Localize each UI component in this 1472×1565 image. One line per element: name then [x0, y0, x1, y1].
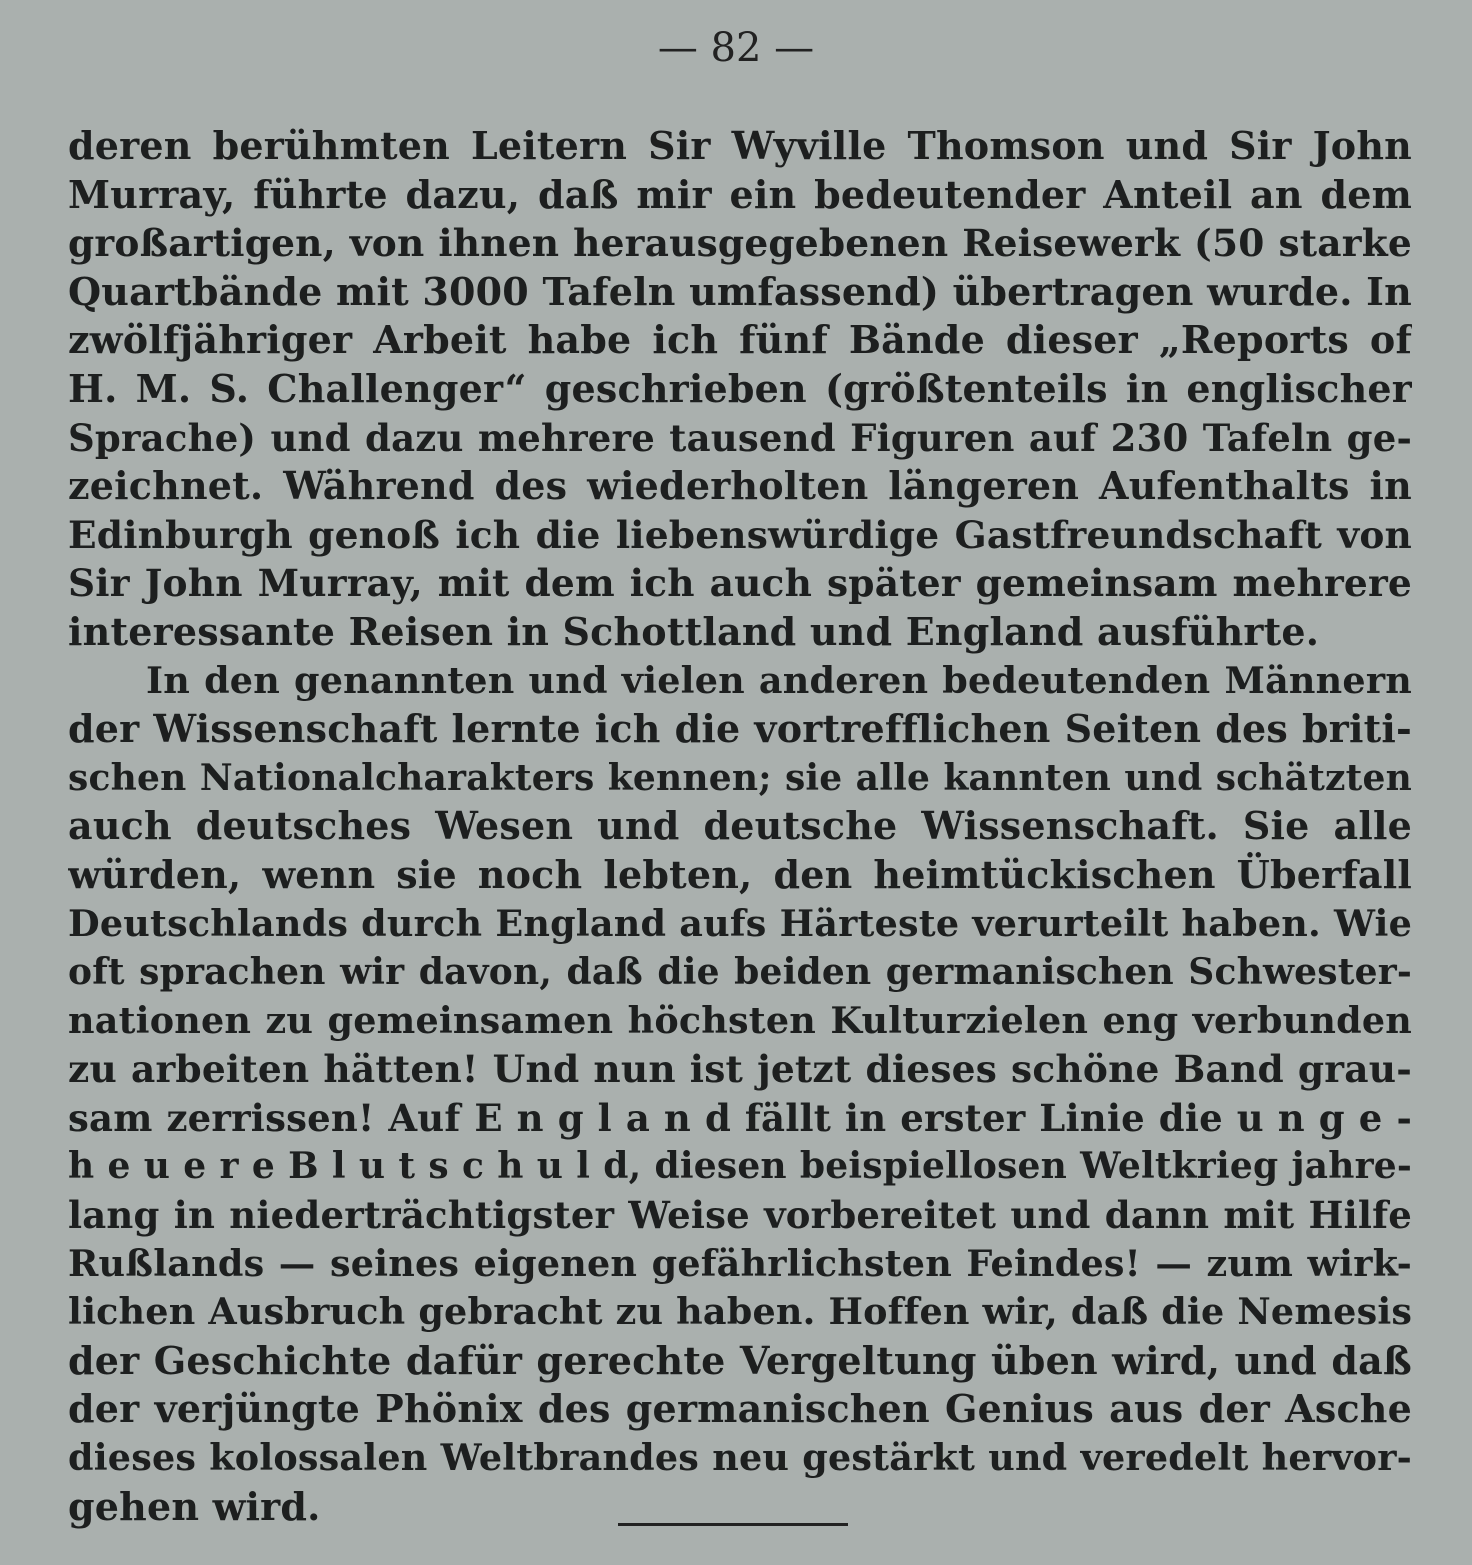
text-line: nationen zu gemeinsamen höchsten Kulturzielen eng verbunden: [68, 998, 1412, 1042]
end-rule-divider: [618, 1523, 848, 1526]
text-line: auch deutsches Wesen und deutsche Wissenschaft. Sie alle: [68, 803, 1412, 849]
text-line: Quartbände mit 3000 Tafeln umfassend) übertragen wurde. In: [68, 268, 1412, 314]
body-text: [68, 122, 1412, 1531]
text-line: der Geschichte dafür gerechte Vergeltung üben wird, und daß: [68, 1337, 1412, 1383]
text-line: der verjüngte Phönix des germanischen Genius aus der Asche: [68, 1386, 1412, 1432]
text-line: sam zerrissen! Auf E n g l a n d fällt in erster Linie die u n g e -: [68, 1095, 1412, 1140]
paragraph-1: [68, 122, 1412, 657]
text-line: lichen Ausbruch gebracht zu haben. Hoffen wir, daß die Nemesis: [68, 1290, 1412, 1334]
text-line: würden, wenn sie noch lebten, den heimtückischen Überfall: [68, 851, 1412, 897]
text-line: In den genannten und vielen anderen bedeutenden Männern: [146, 658, 1412, 702]
text-line: zeichnet. Während des wiederholten längeren Aufenthalts in: [68, 463, 1412, 509]
text-line: dieses kolossalen Weltbrandes neu gestärkt und veredelt hervor-: [68, 1436, 1412, 1480]
text-line: Sprache) und dazu mehrere tausend Figuren auf 230 Tafeln ge-: [68, 415, 1412, 460]
text-line: Rußlands — seines eigenen gefährlichsten Feindes! — zum wirk-: [68, 1241, 1412, 1285]
text-line: Sir John Murray, mit dem ich auch später gemeinsam mehrere: [68, 561, 1412, 606]
text-line: der Wissenschaft lernte ich die vortrefflichen Seiten des briti-: [68, 706, 1412, 752]
text-line: oft sprachen wir davon, daß die beiden germanischen Schwester-: [68, 951, 1412, 994]
text-line: h e u e r e B l u t s c h u l d, diesen beispiellosen Weltkrieg jahre-: [68, 1145, 1412, 1188]
text-line: lang in niederträchtigster Weise vorbereitet und dann mit Hilfe: [68, 1193, 1412, 1238]
text-line: deren berühmten Leitern Sir Wyville Thomson und Sir John: [68, 123, 1412, 168]
paragraph-2: [68, 657, 1412, 1532]
text-line: Edinburgh genoß ich die liebenswürdige Gastfreundschaft von: [68, 512, 1412, 557]
text-line: zu arbeiten hätten! Und nun ist jetzt dieses schöne Band grau-: [68, 1047, 1412, 1092]
text-line: interessante Reisen in Schottland und England ausführte.: [68, 608, 1320, 654]
text-line: zwölfjähriger Arbeit habe ich fünf Bände dieser „Reports of: [68, 317, 1412, 363]
text-line: Murray, führte dazu, daß mir ein bedeutender Anteil an dem: [68, 171, 1412, 217]
page-number: — 82 —: [657, 25, 815, 71]
text-line: gehen wird.: [68, 1483, 321, 1529]
text-line: schen Nationalcharakters kennen; sie alle kannten und schätzten: [68, 756, 1412, 799]
text-line: großartigen, von ihnen herausgegebenen Reisewerk (50 starke: [68, 221, 1412, 266]
text-line: Deutschlands durch England aufs Härteste verurteilt haben. Wie: [68, 901, 1412, 945]
text-line: H. M. S. Challenger“ geschrieben (größtenteils in englischer: [68, 365, 1412, 411]
